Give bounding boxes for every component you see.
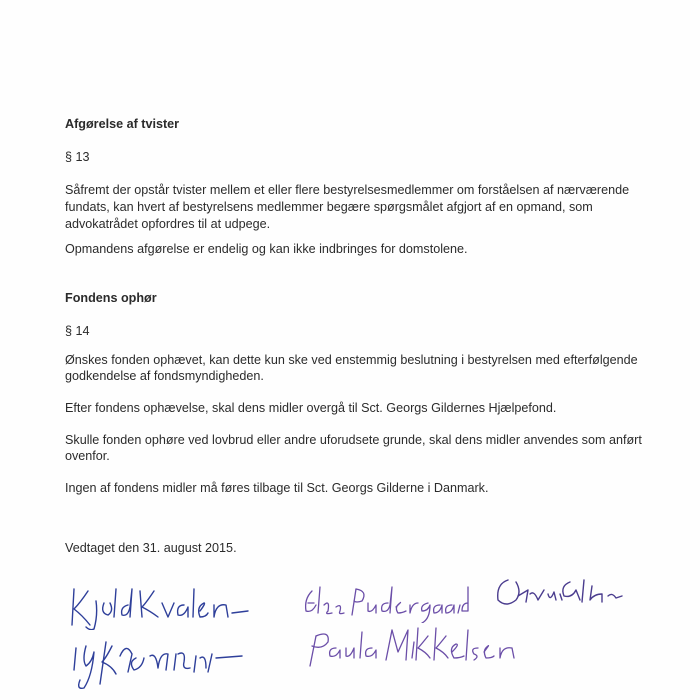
section-13-paragraph-1-line-3: advokatrådet opfordres til at udpege. — [65, 217, 271, 231]
section-14-paragraph-3-line-2: ovenfor. — [65, 449, 110, 463]
section-14-paragraph-4: Ingen af fondens midler må føres tilbage til Sct. Georgs Gilderne i Danmark. — [65, 481, 489, 495]
section-14-heading: Fondens ophør — [65, 291, 157, 305]
section-14-paragraph-1-line-2: godkendelse af fondsmyndigheden. — [65, 369, 264, 383]
signature-second-blue — [66, 632, 251, 694]
adoption-date-text: Vedtaget den 31. august 2015. — [65, 541, 237, 555]
section-14-number: § 14 — [65, 324, 90, 338]
section-13-paragraph-2: Opmandens afgørelse er endelig og kan ikke indbringes for domstolene. — [65, 242, 468, 256]
section-14-paragraph-1-line-1: Ønskes fonden ophævet, kan dette kun ske ved enstemmig beslutning i bestyrelsen med efterfølgende — [65, 353, 638, 367]
section-14-paragraph-3-line-1: Skulle fonden ophøre ved lovbrud eller andre uforudsete grunde, skal dens midler anvendes som anført — [65, 433, 642, 447]
signature-paula-mikkelsen — [308, 622, 528, 668]
section-13-heading: Afgørelse af tvister — [65, 117, 180, 131]
signature-fourth — [494, 572, 624, 614]
section-13-paragraph-1-line-1: Såfremt der opstår tvister mellem et eller flere bestyrelsesmedlemmer om forståelsen af nærværende — [65, 183, 630, 197]
section-13-paragraph-1-line-2: fundats, kan hvert af bestyrelsens medlemmer begære spørgsmålet afgjort af en opmand, som — [65, 200, 593, 214]
signature-kjeld-kvalen — [66, 585, 251, 630]
section-14-paragraph-2: Efter fondens ophævelse, skal dens midler overgå til Sct. Georgs Gildernes Hjælpefond. — [65, 401, 557, 415]
signature-else-pudergaard — [302, 583, 470, 623]
section-13-number: § 13 — [65, 150, 90, 164]
